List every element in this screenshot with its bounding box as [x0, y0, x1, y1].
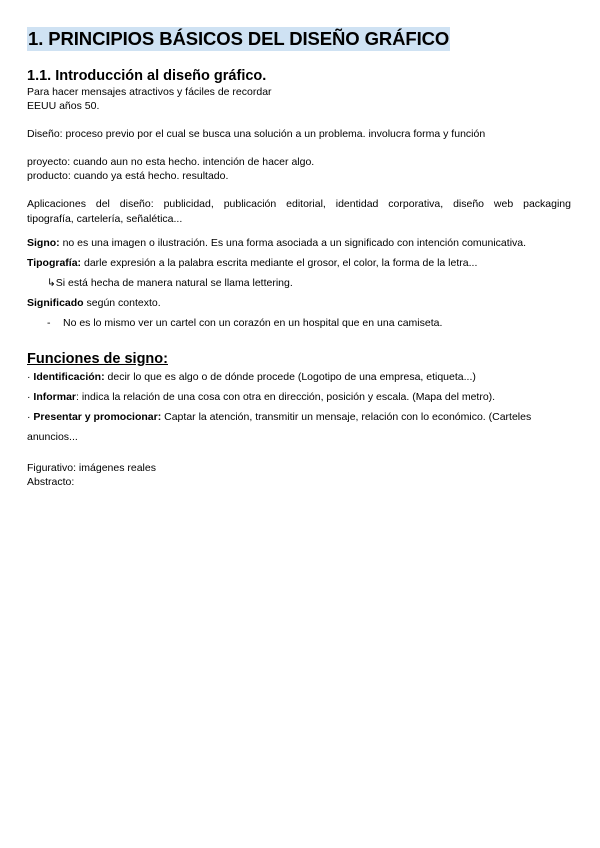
funcion-item-identificacion: [27, 367, 571, 387]
aplicaciones-line-1: Aplicaciones del diseño: publicidad, publicación editorial, identidad corporativa, diseño web packaging: [27, 198, 571, 210]
funcion-text: : indica la relación de una cosa con otra en dirección, posición y escala. (Mapa del metro).: [76, 391, 496, 403]
tipografia-text: darle expresión a la palabra escrita mediante el grosor, el color, la forma de la letra...: [81, 257, 478, 269]
intro-line-2: EEUU años 50.: [27, 100, 100, 112]
significado-definition: [27, 293, 571, 313]
intro-line-1: Para hacer mensajes atractivos y fáciles de recordar: [27, 86, 272, 98]
significado-label: Significado: [27, 297, 84, 309]
dash-bullet: -: [47, 317, 51, 329]
section-heading-intro: 1.1. Introducción al diseño gráfico.: [27, 68, 267, 84]
producto-definition: producto: cuando ya está hecho. resultado.: [27, 170, 229, 182]
lettering-note: ↳Si está hecha de manera natural se llama lettering.: [47, 277, 293, 289]
aplicaciones-line-2: tipografía, cartelería, señalética...: [27, 213, 183, 225]
bullet-dot: ·: [27, 411, 34, 423]
funcion-text: decir lo que es algo o de dónde procede (Logotipo de una empresa, etiqueta...): [104, 371, 476, 383]
funcion-text: Captar la atención, transmitir un mensaje, relación con lo económico. (Carteles anuncios...: [27, 411, 532, 443]
funcion-item-presentar: [27, 407, 571, 447]
significado-text: según contexto.: [83, 297, 161, 309]
signo-text: no es una imagen o ilustración. Es una forma asociada a un significado con intención comunicativa.: [59, 237, 527, 249]
funcion-item-informar: [27, 387, 571, 407]
tipografia-definition: [27, 253, 571, 273]
funcion-label: Identificación:: [33, 371, 105, 383]
list-item: [27, 313, 571, 333]
proyecto-definition: proyecto: cuando aun no esta hecho. intención de hacer algo.: [27, 156, 315, 168]
diseno-definition: Diseño: proceso previo por el cual se busca una solución a un problema. involucra forma y función: [27, 128, 486, 140]
abstracto-line: Abstracto:: [27, 476, 75, 488]
page-title: 1. PRINCIPIOS BÁSICOS DEL DISEÑO GRÁFICO: [28, 28, 450, 49]
figurativo-line: Figurativo: imágenes reales: [27, 462, 156, 474]
section-heading-funciones: Funciones de signo:: [27, 351, 168, 367]
signo-definition: [27, 233, 571, 253]
bullet-dot: ·: [27, 371, 34, 383]
list-item-text: No es lo mismo ver un cartel con un corazón en un hospital que en una camiseta.: [63, 317, 443, 329]
signo-label: Signo:: [27, 237, 60, 249]
document-page: [27, 27, 571, 489]
tipografia-label: Tipografía:: [27, 257, 82, 269]
aplicaciones-paragraph: [27, 197, 571, 227]
funcion-label: Informar: [33, 391, 77, 403]
bullet-dot: ·: [27, 391, 34, 403]
funcion-label: Presentar y promocionar:: [33, 411, 162, 423]
